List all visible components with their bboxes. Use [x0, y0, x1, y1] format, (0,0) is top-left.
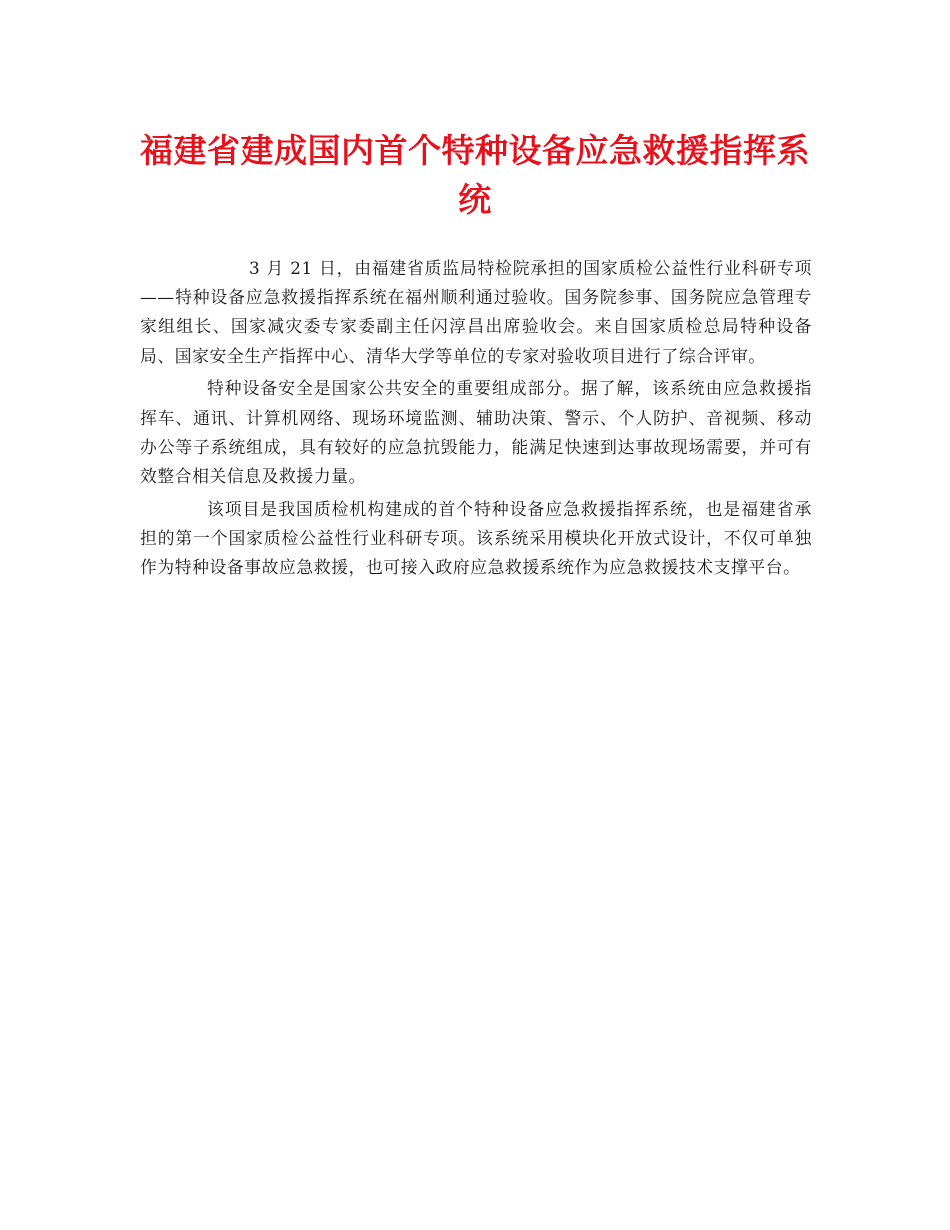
article-paragraph-2: 特种设备安全是国家公共安全的重要组成部分。据了解，该系统由应急救援指挥车、通讯、计算机网络、现场环境监测、辅助决策、警示、个人防护、音视频、移动办公等子系统组成，具有较好的应急抗毁能力，能满足快速到达事故现场需要，并可有效整合相关信息及救援力量。 [140, 378, 812, 487]
article-body [140, 254, 812, 586]
article-paragraph-3: 该项目是我国质检机构建成的首个特种设备应急救援指挥系统，也是福建省承担的第一个国家质检公益性行业科研专项。该系统采用模块化开放式设计，不仅可单独作为特种设备事故应急救援，也可接入政府应急救援系统作为应急救援技术支撑平台。 [140, 498, 812, 578]
article-paragraph-1: 3 月 21 日，由福建省质监局特检院承担的国家质检公益性行业科研专项——特种设备应急救援指挥系统在福州顺利通过验收。国务院参事、国务院应急管理专家组组长、国家减灾委专家委副主任闪淳昌出席验收会。来自国家质检总局特种设备局、国家安全生产指挥中心、清华大学等单位的专家对验收项目进行了综合评审。 [140, 258, 812, 366]
article-title: 福建省建成国内首个特种设备应急救援指挥系统 [140, 131, 810, 219]
